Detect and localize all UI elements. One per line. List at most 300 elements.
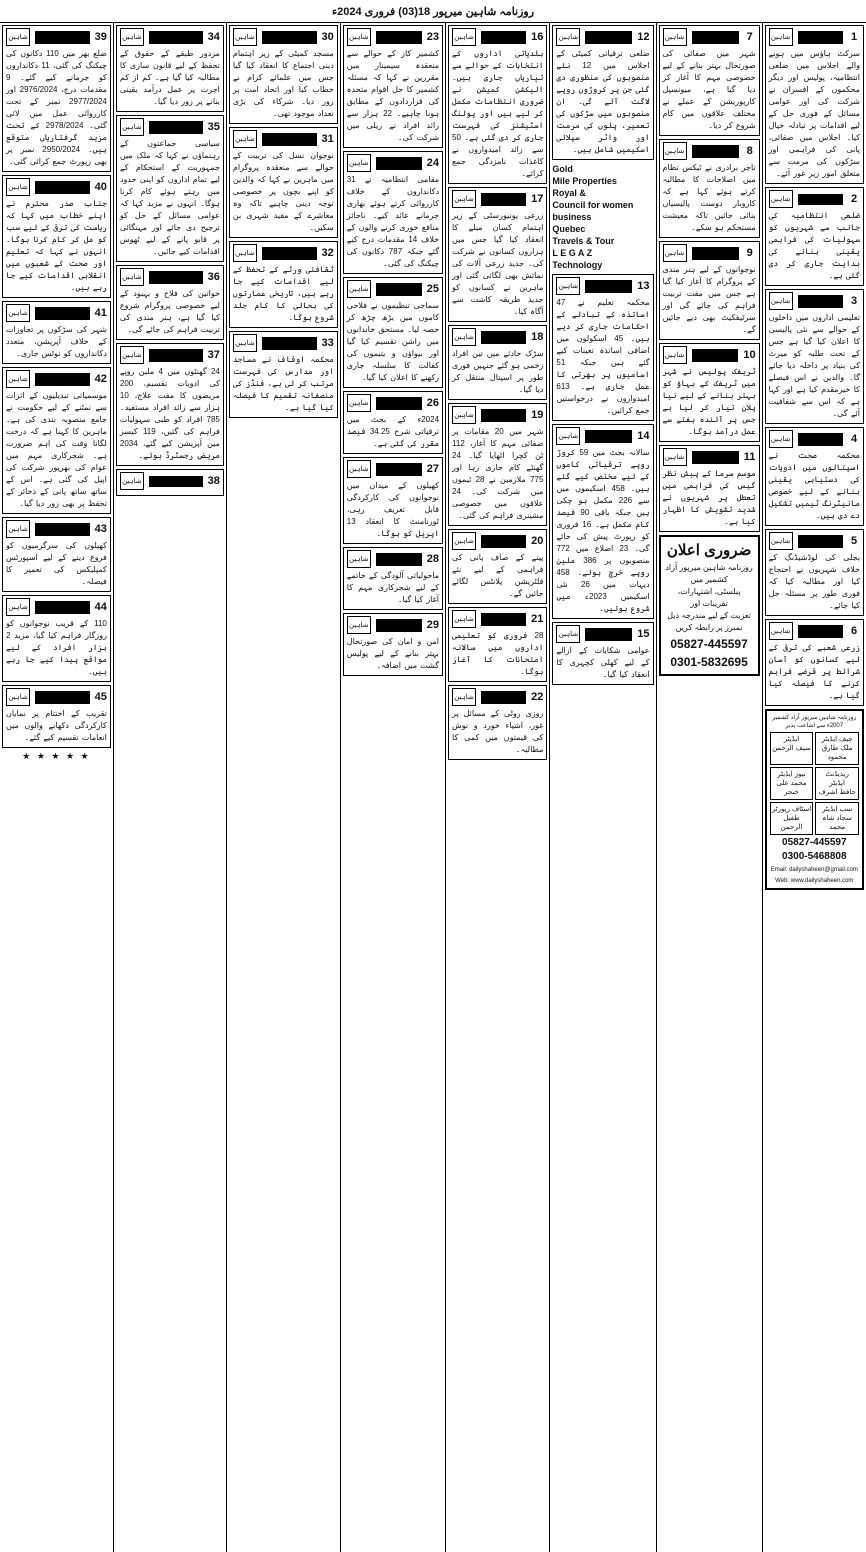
shaheen-logo-icon: شاہین	[120, 118, 144, 136]
article-body: کھیلوں کے میدان میں نوجوانوں کی کارکردگی قابل تعریف رہی، ٹورنامنٹ کا انعقاد 13 اپریل کو ہوگا۔	[346, 481, 440, 538]
headline-bar	[585, 280, 632, 293]
article-body: مقامی انتظامیہ نے 31 دکانداروں کے خلاف کارروائی کرتے ہوئے بھاری جرمانے عائد کیے۔ ناجائز منافع خوری کرنے والوں کے خلاف 14 مقدمات درج کیے گئے جبکہ 787 دکانوں کی چیکنگ کی گئی۔	[346, 175, 440, 268]
article-body: تعلیمی اداروں میں داخلوں کے حوالے سے نئی پالیسی کا اعلان کیا گیا ہے جس کے تحت طلبہ کو میرٹ کی بنیاد پر داخلہ دیا جائے گا۔ والدین نے اس فیصلے کا خیرمقدم کیا ہے اور کہا ہے کہ اس سے شفافیت آئے گی۔	[768, 313, 860, 418]
article-number: 25	[426, 283, 440, 295]
article-body: محکمہ صحت نے اسپتالوں میں ادویات کی دستیابی یقینی بنانے کے لیے خصوصی مانیٹرنگ ٹیمیں تشکیل دے دی ہیں۔	[768, 451, 860, 520]
article-number: 33	[321, 337, 334, 349]
article-43[interactable]	[2, 517, 111, 592]
article-body: موسم سرما کے پیش نظر گیس کی فراہمی میں تعطل پر شہریوں نے شدید تشویش کا اظہار کیا ہے۔	[662, 469, 756, 526]
article-header	[120, 118, 220, 136]
staff-phone-2[interactable]: 0300-5468808	[782, 851, 847, 862]
article-1[interactable]	[765, 25, 864, 184]
column-1	[762, 23, 866, 1552]
shaheen-logo-icon: شاہین	[452, 532, 476, 550]
article-header	[6, 688, 107, 706]
article-number: 14	[637, 430, 650, 442]
shaheen-logo-icon: شاہین	[663, 448, 687, 466]
headline-bar	[376, 553, 422, 566]
shaheen-logo-icon: شاہین	[663, 346, 687, 364]
article-body: بلدیاتی اداروں کے انتخابات کے حوالے سے تیاریاں جاری ہیں۔ الیکشن کمیشن نے ضروری انتظامات مکمل کر لیے ہیں اور پولنگ اسٹیشنز کی فہرست جاری کر دی گئی ہے۔ 50 سے زائد امیدواروں نے کاغذات نامزدگی جمع کرائے۔	[452, 49, 544, 178]
article-header	[452, 328, 543, 346]
article-header	[452, 406, 543, 424]
staff-cell-staff-reporter	[770, 802, 814, 835]
article-header	[769, 28, 860, 46]
staff-grid	[770, 732, 859, 835]
shaheen-logo-icon: شاہین	[452, 406, 476, 424]
article-body: 28 فروری کو تعلیمی اداروں میں سالانہ امتحانات کا آغاز ہوگا۔	[452, 631, 544, 676]
headline-bar	[262, 133, 317, 146]
staff-phone-1[interactable]: 05827-445597	[782, 837, 847, 848]
article-17[interactable]	[448, 187, 547, 322]
shaheen-logo-icon: شاہین	[769, 190, 793, 208]
shaheen-logo-icon: شاہین	[6, 304, 30, 322]
staff-role: نیوز ایڈیٹر	[777, 771, 806, 778]
headline-bar	[149, 271, 203, 284]
article-header	[452, 610, 543, 628]
shaheen-logo-icon: شاہین	[347, 28, 371, 46]
headline-bar	[481, 31, 526, 44]
article-number: 17	[531, 193, 544, 205]
column-5	[340, 23, 445, 1552]
article-header	[452, 688, 543, 706]
article-number: 32	[321, 247, 334, 259]
column-8	[0, 23, 113, 1552]
article-header	[556, 28, 649, 46]
article-header	[347, 280, 439, 298]
article-header	[452, 28, 543, 46]
article-header	[233, 244, 334, 262]
article-31[interactable]	[229, 127, 338, 238]
article-39[interactable]	[2, 25, 111, 172]
headline-bar	[585, 31, 632, 44]
article-11[interactable]	[659, 445, 760, 532]
shaheen-logo-icon: شاہین	[556, 625, 580, 643]
shaheen-logo-icon: شاہین	[769, 532, 793, 550]
headline-bar	[35, 31, 90, 44]
column-7	[113, 23, 226, 1552]
staff-role: ایڈیٹر	[783, 736, 800, 743]
article-header	[120, 346, 220, 364]
staff-role: سب ایڈیٹر	[822, 806, 853, 813]
article-number: 43	[94, 523, 107, 535]
ad-phone-2[interactable]: 0301-5832695	[670, 655, 748, 669]
eng-line-8: L E G A Z	[552, 248, 593, 258]
article-3[interactable]	[765, 289, 864, 424]
eng-line-4: Council for women	[552, 200, 634, 210]
article-28[interactable]	[343, 547, 443, 610]
article-number: 16	[531, 31, 544, 43]
headline-bar	[35, 691, 90, 704]
article-body: شہر میں 20 مقامات پر صفائی مہم کا آغاز، 112 ٹن کچرا اٹھایا گیا۔ 24 گھنٹے کام جاری رہا اور 775 ملازمین نے 28 ٹیموں میں شرکت کی۔ 24 علاقوں میں خصوصی مشینری فراہم کی گئی۔	[452, 427, 544, 520]
article-number: 6	[850, 625, 858, 637]
article-number: 35	[207, 121, 220, 133]
headline-bar	[481, 613, 526, 626]
article-header	[6, 520, 107, 538]
headline-bar	[481, 535, 526, 548]
article-header	[347, 460, 439, 478]
staff-name: حافظ اشرف	[818, 789, 856, 796]
article-header	[452, 532, 543, 550]
headline-bar	[376, 619, 422, 632]
staff-name: ملک طارق محمود	[821, 745, 853, 761]
article-header	[452, 190, 543, 208]
article-35[interactable]	[116, 115, 224, 262]
article-body: روزی روٹی کے مسائل پر غور، اشیاء خورد و نوش کی قیمتوں میں کمی کا مطالبہ۔	[452, 709, 544, 754]
article-header	[769, 190, 860, 208]
article-header	[663, 142, 756, 160]
article-36[interactable]	[116, 265, 224, 340]
article-13[interactable]	[552, 274, 653, 421]
eng-line-5: business	[552, 212, 592, 222]
headline-bar	[376, 283, 422, 296]
headline-bar	[376, 157, 422, 170]
article-body: پینے کے صاف پانی کی فراہمی کے لیے نئے فلٹریشن پلانٹس لگائے جائیں گے۔	[452, 553, 544, 598]
staff-cell-editor	[770, 732, 814, 765]
article-15[interactable]	[552, 622, 653, 685]
article-45[interactable]	[2, 685, 111, 748]
headline-bar	[798, 31, 843, 44]
article-number: 3	[850, 295, 858, 307]
article-body: ضلع بھر میں 110 دکانوں کی چیکنگ کی گئی، 11 دکانداروں کو جرمانے کیے گئے۔ 9 مقدمات درج، 2976/2024 اور 2977/2024 نمبر کے تحت کارروائی عمل میں لائی گئی۔ 2978/2024 کے تحت مزید گرفتاریاں متوقع ہیں۔ 2950/2024 نمبر پر بھی رپورٹ جمع کرائی گئی۔	[5, 49, 107, 166]
article-body: زرعی شعبے کی ترقی کے لیے کسانوں کو آسان شرائط پر قرضے فراہم کرنے کا فیصلہ کیا گیا ہے۔	[768, 643, 860, 700]
article-number: 13	[637, 280, 650, 292]
article-body: کشمیر کاز کے حوالے سے منعقدہ سیمینار میں مقررین نے کہا کہ مسئلہ کشمیر کا حل اقوام متحدہ کی قراردادوں کے مطابق ہونا چاہیے۔ 22 ہزار سے زائد افراد نے ریلی میں شرکت کی۔	[346, 49, 440, 142]
article-body: زرعی یونیورسٹی کے زیر اہتمام کسان میلے کا انعقاد کیا گیا جس میں ہزاروں کسانوں نے شرکت کی۔ جدید زرعی آلات کی نمائش بھی لگائی گئی اور ماہرین نے کسانوں کو جدید طریقہ کاشت سے آگاہ کیا۔	[452, 211, 544, 316]
staff-cell-resident-editor	[815, 767, 859, 800]
shaheen-logo-icon: شاہین	[769, 292, 793, 310]
article-header	[120, 268, 220, 286]
article-body: ضلعی انتظامیہ کی جانب سے شہریوں کو سہولیات کی فراہمی یقینی بنانے کی ہدایت جاری کر دی گئی ہے۔	[768, 211, 860, 280]
article-number: 34	[207, 31, 220, 43]
article-6[interactable]	[765, 619, 864, 706]
article-header	[6, 28, 107, 46]
article-body: سالانہ بجٹ میں 59 کروڑ روپے ترقیاتی کاموں کے لیے مختص کیے گئے ہیں۔ 458 اسکیموں میں سے 226 مکمل ہو چکی ہیں جبکہ باقی 90 فیصد کام مکمل ہے۔ 16 فروری کو رپورٹ پیش کی جائے گی۔ 23 اضلاع میں 772 منصوبوں پر 386 ملین روپے خرچ ہوئے۔ 458 دیہات میں 26 نئی اسکیمیں 2023ء میں شروع ہوئیں۔	[556, 448, 650, 613]
headline-bar	[35, 307, 90, 320]
staff-name: سجاد شاہ محمد	[822, 815, 852, 831]
staff-website[interactable]: Web: www.dailyshaheen.com	[775, 878, 854, 884]
article-12[interactable]	[552, 25, 653, 160]
headline-bar	[35, 523, 90, 536]
column-2	[656, 23, 762, 1552]
shaheen-logo-icon: شاہین	[6, 28, 30, 46]
staff-name: سیف الرحمن	[772, 745, 811, 752]
headline-bar	[481, 409, 526, 422]
headline-bar	[692, 349, 739, 362]
shaheen-logo-icon: شاہین	[769, 28, 793, 46]
article-42[interactable]	[2, 367, 111, 514]
article-30[interactable]	[229, 25, 338, 124]
article-23[interactable]	[343, 25, 443, 148]
article-5[interactable]	[765, 529, 864, 616]
article-body: تقریب کے اختتام پر نمایاں کارکردگی دکھانے والوں میں انعامات تقسیم کیے گئے۔	[5, 709, 107, 742]
headline-bar	[376, 31, 422, 44]
article-number: 1	[850, 31, 858, 43]
shaheen-logo-icon: شاہین	[6, 178, 30, 196]
ad-phone-1[interactable]: 05827-445597	[670, 637, 748, 651]
classified-ad-notice[interactable]	[659, 535, 760, 676]
article-32[interactable]	[229, 241, 338, 328]
staff-cell-news-editor	[770, 767, 814, 800]
article-body: نوجوان نسل کی تربیت کے حوالے سے منعقدہ پروگرام میں ماہرین نے کہا کہ والدین کو اپنے بچوں پر خصوصی توجہ دینی چاہیے تاکہ وہ معاشرے کے مفید شہری بن سکیں۔	[232, 151, 334, 232]
shaheen-logo-icon: شاہین	[452, 328, 476, 346]
article-26[interactable]	[343, 391, 443, 454]
article-33[interactable]	[229, 331, 338, 418]
article-number: 42	[94, 373, 107, 385]
article-44[interactable]	[2, 595, 111, 682]
article-body: 24 گھنٹوں میں 4 ملین روپے کی ادویات تقسیم، 200 مریضوں کا مفت علاج، 10 ہزار سے زائد افراد مستفید۔ 785 افراد کو طبی سہولیات فراہم کی گئیں، 119 کیسز میں آپریشن کیے گئے، 2034 مریض رجسٹرڈ ہوئے۔	[119, 367, 220, 460]
article-40[interactable]	[2, 175, 111, 298]
article-body: امن و امان کی صورتحال بہتر بنانے کے لیے پولیس گشت میں اضافہ۔	[346, 637, 440, 670]
article-37[interactable]	[116, 343, 224, 466]
article-number: 22	[531, 691, 544, 703]
eng-line-2: Mile Properties	[552, 176, 617, 186]
article-body: ماحولیاتی آلودگی کے خاتمے کے لیے شجرکاری مہم کا آغاز کیا گیا۔	[346, 571, 440, 604]
headline-bar	[262, 31, 317, 44]
article-18[interactable]	[448, 325, 547, 400]
article-29[interactable]	[343, 613, 443, 676]
staff-role: اسٹاف رپورٹر	[771, 806, 812, 813]
headline-bar	[149, 349, 203, 362]
headline-bar	[585, 430, 632, 443]
article-header	[347, 394, 439, 412]
eng-line-6: Quebec	[552, 224, 586, 234]
headline-bar	[798, 295, 843, 308]
shaheen-logo-icon: شاہین	[452, 688, 476, 706]
article-number: 8	[746, 145, 753, 157]
shaheen-logo-icon: شاہین	[556, 277, 580, 295]
headline-bar	[376, 397, 422, 410]
article-number: 38	[207, 475, 220, 487]
ad-line-2: پبلسٹی، اشتہارات، تقریبات اور	[677, 587, 741, 608]
headline-bar	[692, 145, 739, 158]
masthead	[0, 0, 866, 23]
article-number: 10	[743, 349, 756, 361]
article-16[interactable]	[448, 25, 547, 184]
shaheen-logo-icon: شاہین	[556, 28, 580, 46]
shaheen-logo-icon: شاہین	[663, 244, 687, 262]
article-number: 18	[531, 331, 544, 343]
shaheen-logo-icon: شاہین	[663, 28, 687, 46]
shaheen-logo-icon: شاہین	[120, 28, 144, 46]
shaheen-logo-icon: شاہین	[6, 688, 30, 706]
shaheen-logo-icon: شاہین	[120, 346, 144, 364]
article-body: نوجوانوں کے لیے ہنر مندی کے پروگرام کا آغاز کیا گیا ہے جس میں مفت تربیت فراہم کی جائے گی اور سرٹیفکیٹ بھی دیے جائیں گے۔	[662, 265, 756, 334]
article-9[interactable]	[659, 241, 760, 340]
staff-note: روزنامہ شاہین میرپور آزاد کشمیر 2007ء سے اشاعت پذیر	[772, 715, 857, 729]
article-27[interactable]	[343, 457, 443, 544]
article-number: 4	[850, 433, 858, 445]
article-body: محکمہ اوقاف نے مساجد اور مدارس کی فہرست مرتب کر لی ہے، فنڈز کی منصفانہ تقسیم کا فیصلہ کیا گیا ہے۔	[232, 355, 334, 412]
article-body: شہر کی سڑکوں پر تجاوزات کے خلاف آپریشن، متعدد دکانداروں کو نوٹس جاری۔	[5, 325, 107, 358]
shaheen-logo-icon: شاہین	[769, 430, 793, 448]
article-body: 110 کے قریب نوجوانوں کو روزگار فراہم کیا گیا، مزید 2 ہزار افراد کے لیے مواقع پیدا کیے جا رہے ہیں۔	[5, 619, 107, 676]
article-number: 27	[426, 463, 440, 475]
shaheen-logo-icon: شاہین	[6, 598, 30, 616]
headline-bar	[798, 625, 843, 638]
shaheen-logo-icon: شاہین	[452, 28, 476, 46]
headline-bar	[376, 463, 422, 476]
article-number: 11	[743, 451, 756, 463]
shaheen-logo-icon: شاہین	[452, 610, 476, 628]
article-header	[233, 130, 334, 148]
article-number: 40	[94, 181, 107, 193]
article-body: بجلی کی لوڈشیڈنگ کے خلاف شہریوں نے احتجاج کیا اور مطالبہ کیا کہ فوری طور پر مسئلہ حل کیا جائے۔	[768, 553, 860, 610]
article-header	[233, 28, 334, 46]
article-number: 2	[850, 193, 858, 205]
headline-bar	[35, 181, 90, 194]
column-3	[549, 23, 655, 1552]
headline-bar	[798, 194, 843, 205]
headline-bar	[262, 337, 317, 350]
shaheen-logo-icon: شاہین	[120, 268, 144, 286]
article-header	[120, 472, 220, 490]
headline-bar	[585, 628, 632, 641]
masthead-staff-box	[765, 709, 864, 890]
shaheen-logo-icon: شاہین	[556, 427, 580, 445]
article-body: سڑک حادثے میں تین افراد زخمی ہو گئے جنہیں فوری طور پر اسپتال منتقل کر دیا گیا۔	[452, 349, 544, 394]
article-body: مزدور طبقے کے حقوق کے تحفظ کے لیے قانون سازی کا مطالبہ کیا گیا ہے۔ کم از کم اجرت پر عمل درآمد یقینی بنانے پر زور دیا گیا۔	[119, 49, 220, 106]
article-header	[769, 622, 860, 640]
article-number: 44	[94, 601, 107, 613]
article-8[interactable]	[659, 139, 760, 238]
article-number: 19	[531, 409, 544, 421]
article-header	[663, 244, 756, 262]
article-header	[6, 178, 107, 196]
article-body: خواتین کی فلاح و بہبود کے لیے خصوصی پروگرام شروع کیا گیا ہے، ہنر مندی کی تربیت فراہم کی جائے گی۔	[119, 289, 220, 334]
headline-bar	[481, 193, 526, 206]
eng-line-9: Technology	[552, 260, 603, 270]
headline-bar	[692, 247, 739, 260]
footer-star-divider: ★ ★ ★ ★ ★	[22, 751, 91, 761]
article-number: 26	[426, 397, 440, 409]
shaheen-logo-icon: شاہین	[347, 154, 371, 172]
staff-email[interactable]: Email: dailyshaheen@gmail.com	[770, 867, 858, 873]
article-20[interactable]	[448, 529, 547, 604]
article-number: 20	[531, 535, 544, 547]
article-number: 36	[207, 271, 220, 283]
shaheen-logo-icon: شاہین	[663, 142, 687, 160]
article-34[interactable]	[116, 25, 224, 112]
staff-role: چیف ایڈیٹر	[821, 736, 853, 743]
article-24[interactable]	[343, 151, 443, 274]
eng-line-7: Travels & Tour	[552, 236, 615, 246]
shaheen-logo-icon: شاہین	[769, 622, 793, 640]
article-body: عوامی شکایات کے ازالے کے لیے کھلی کچہری کا انعقاد کیا گیا۔	[556, 646, 650, 679]
shaheen-logo-icon: شاہین	[452, 190, 476, 208]
article-21[interactable]	[448, 607, 547, 682]
staff-cell-chief-editor	[815, 732, 859, 765]
article-body: محکمہ تعلیم نے 47 اساتذہ کے تبادلے کے احکامات جاری کر دیے ہیں۔ 45 اسکولوں میں اضافی اساتذہ تعینات کیے گئے ہیں جبکہ 51 اسامیوں پر بھرتی کا عمل جاری ہے۔ 613 امیدواروں نے درخواستیں جمع کرائیں۔	[556, 298, 650, 415]
headline-bar	[149, 476, 203, 487]
article-body: ضلعی ترقیاتی کمیٹی کے اجلاس میں 12 نئے منصوبوں کی منظوری دی گئی جن پر کروڑوں روپے لاگت آئے گی۔ ان منصوبوں میں سڑکوں کی تعمیر، پلوں کی مرمت اور واٹر سپلائی اسکیمیں شامل ہیں۔	[556, 49, 650, 154]
staff-name: محمد علی خنجر	[776, 780, 807, 796]
article-body: شہر میں صفائی کی صورتحال بہتر بنانے کے لیے خصوصی مہم کا آغاز کر دیا گیا ہے، میونسپل کارپوریشن کے عملے نے مختلف علاقوں میں کام شروع کر دیا۔	[662, 49, 756, 130]
article-header	[6, 370, 107, 388]
eng-line-3: Royal &	[552, 188, 586, 198]
article-25[interactable]	[343, 277, 443, 388]
article-header	[663, 346, 756, 364]
headline-bar	[798, 433, 843, 446]
article-header	[663, 28, 756, 46]
article-number: 37	[207, 349, 220, 361]
article-number: 12	[637, 31, 650, 43]
headline-bar	[481, 691, 526, 704]
article-number: 24	[426, 157, 440, 169]
article-header	[233, 334, 334, 352]
article-body: مسجد کمیٹی کے زیر اہتمام دینی اجتماع کا انعقاد کیا گیا جس میں علمائے کرام نے خطاب کیا اور اتحاد امت پر زور دیا۔ شرکاء کی بڑی تعداد موجود تھی۔	[232, 49, 334, 118]
shaheen-logo-icon: شاہین	[233, 334, 257, 352]
article-19[interactable]	[448, 403, 547, 526]
headline-bar	[149, 31, 203, 44]
article-header	[556, 277, 649, 295]
headline-bar	[798, 535, 843, 548]
article-header	[6, 304, 107, 322]
article-7[interactable]	[659, 25, 760, 136]
staff-cell-sub-editor	[815, 802, 859, 835]
article-38[interactable]	[116, 469, 224, 496]
article-header	[347, 616, 439, 634]
column-6	[226, 23, 340, 1552]
article-header	[347, 154, 439, 172]
shaheen-logo-icon: شاہین	[120, 472, 144, 490]
column-4	[445, 23, 549, 1552]
article-header	[6, 598, 107, 616]
article-number: 30	[321, 31, 334, 43]
article-2[interactable]	[765, 187, 864, 286]
shaheen-logo-icon: شاہین	[233, 130, 257, 148]
article-body: موسمیاتی تبدیلیوں کے اثرات سے نمٹنے کے لیے حکومت نے جامع منصوبہ بندی کی ہے۔ ماہرین کا کہنا ہے کہ درخت لگانا وقت کی اہم ضرورت ہے۔ شجرکاری مہم میں عوام کی بھرپور شرکت کی اپیل کی گئی ہے۔ اس کے ساتھ ساتھ پانی کے ذخائر کے تحفظ پر بھی زور دیا گیا۔	[5, 391, 107, 508]
ad-line-3: تعزیت کے لیے مندرجہ ذیل نمبرز پر رابطہ کریں	[667, 611, 751, 632]
masthead-title: روزنامہ شاہین میرپور 18(03) فروری 2024ء	[331, 5, 535, 18]
ad-title: ضروری اعلان	[666, 542, 752, 559]
staff-role: ریذیڈنٹ ایڈیٹر	[825, 771, 849, 787]
article-header	[347, 28, 439, 46]
shaheen-logo-icon: شاہین	[347, 394, 371, 412]
article-10[interactable]	[659, 343, 760, 442]
shaheen-logo-icon: شاہین	[347, 616, 371, 634]
article-14[interactable]	[552, 424, 653, 619]
shaheen-logo-icon: شاہین	[347, 550, 371, 568]
article-4[interactable]	[765, 427, 864, 526]
article-body: تاجر برادری نے ٹیکس نظام میں اصلاحات کا مطالبہ کرتے ہوئے کہا ہے کہ کاروبار دوست پالیسیاں بنائی جائیں تاکہ معیشت مستحکم ہو سکے۔	[662, 163, 756, 232]
headline-bar	[35, 373, 90, 386]
article-number: 41	[94, 307, 107, 319]
shaheen-logo-icon: شاہین	[6, 370, 30, 388]
shaheen-logo-icon: شاہین	[6, 520, 30, 538]
article-header	[769, 430, 860, 448]
article-body: 2024ء کے بجٹ میں ترقیاتی شرح 34.25 فیصد مقرر کی گئی ہے۔	[346, 415, 440, 448]
article-22[interactable]	[448, 685, 547, 760]
headline-bar	[149, 121, 203, 134]
article-number: 9	[746, 247, 753, 259]
article-header	[556, 427, 649, 445]
headline-bar	[692, 31, 739, 44]
article-body: ٹریفک پولیس نے شہر میں ٹریفک کے بہاؤ کو بہتر بنانے کے لیے نیا پلان تیار کر لیا ہے جس پر آئندہ ہفتے سے عمل درآمد ہوگا۔	[662, 367, 756, 436]
article-header	[556, 625, 649, 643]
article-41[interactable]	[2, 301, 111, 364]
article-header	[769, 532, 860, 550]
article-body: سیاسی جماعتوں کے رہنماؤں نے کہا کہ ملک میں جمہوریت کے استحکام کے لیے تمام اداروں کو اپنی حدود میں رہتے ہوئے کام کرنا ہوگا۔ انہوں نے مزید کہا کہ عوامی مسائل کے حل کو ترجیح دی جائے اور مہنگائی پر قابو پانے کے لیے ٹھوس اقدامات کیے جائیں۔	[119, 139, 220, 256]
article-number: 23	[426, 31, 440, 43]
ad-line-1: روزنامہ شاہین میرپور آزاد کشمیر میں	[665, 563, 753, 584]
article-number: 45	[94, 691, 107, 703]
shaheen-logo-icon: شاہین	[233, 28, 257, 46]
column-container	[0, 23, 866, 1552]
headline-bar	[481, 331, 526, 344]
shaheen-logo-icon: شاہین	[347, 280, 371, 298]
article-number: 5	[850, 535, 858, 547]
article-number: 7	[746, 31, 753, 43]
